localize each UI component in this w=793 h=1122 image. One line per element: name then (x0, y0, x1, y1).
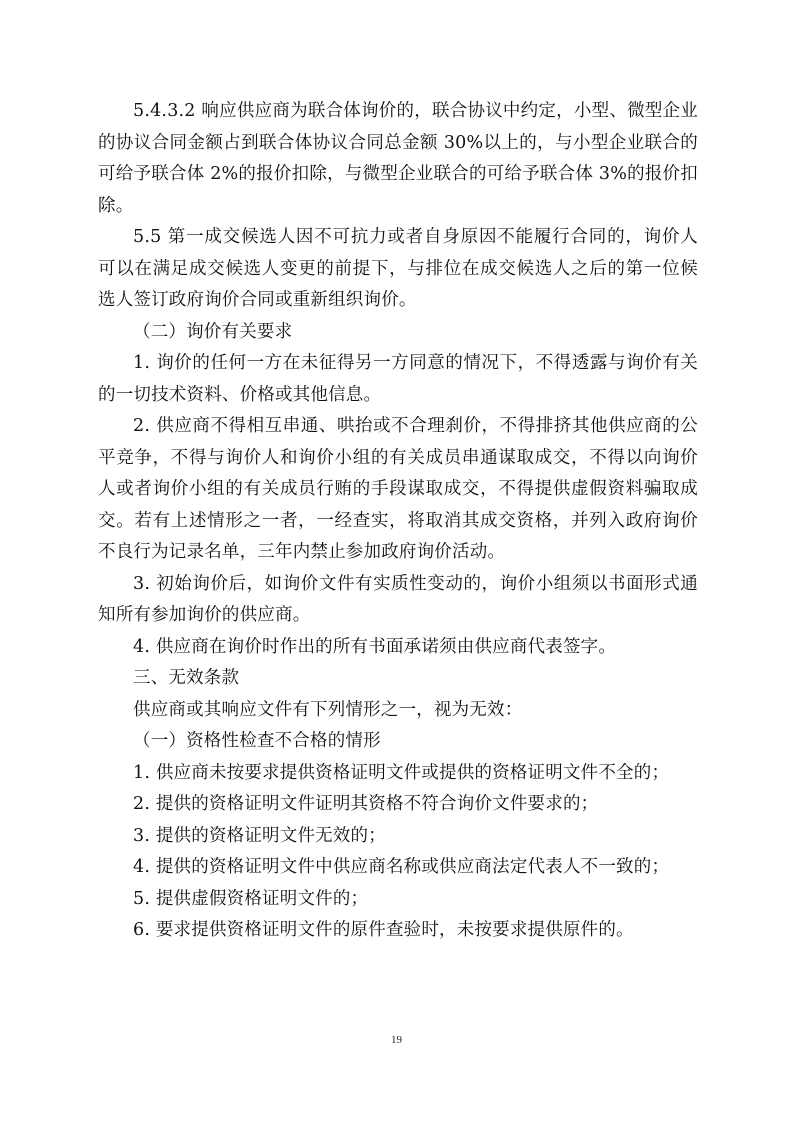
qualification-item-2: 2. 提供的资格证明文件证明其资格不符合询价文件要求的； (133, 794, 599, 814)
invalid-intro: 供应商或其响应文件有下列情形之一，视为无效： (133, 699, 523, 720)
list-item-1: 1. 询价的任何一方在未征得另一方同意的情况下，不得透露与询价有关的一切技术资料、价格或其他信息。 (98, 353, 698, 405)
page-number: 19 (391, 1034, 402, 1046)
list-item-3: 3. 初始询价后，如询价文件有实质性变动的，询价小组须以书面形式通知所有参加询价的供应商。 (98, 573, 698, 625)
subheading-qualification-check: （一）资格性检查不合格的情形 (133, 731, 381, 751)
qualification-item-3: 3. 提供的资格证明文件无效的； (133, 825, 386, 846)
qualification-item-5: 5. 提供虚假资格证明文件的； (133, 888, 369, 909)
paragraph-5-5: 5.5 第一成交候选人因不可抗力或者自身原因不能履行合同的，询价人可以在满足成交候选人变更的前提下，与排位在成交候选人之后的第一位候选人签订政府询价合同或重新组织询价。 (98, 227, 698, 310)
list-item-4: 4. 供应商在询价时作出的所有书面承诺须由供应商代表签字。 (133, 636, 617, 657)
body-text (98, 96, 698, 947)
qualification-item-4: 4. 提供的资格证明文件中供应商名称或供应商法定代表人不一致的； (133, 857, 670, 877)
section-heading-inquiry-requirements: （二）询价有关要求 (133, 321, 293, 342)
qualification-item-6: 6. 要求提供资格证明文件的原件查验时，未按要求提供原件的。 (133, 920, 634, 940)
list-item-2: 2. 供应商不得相互串通、哄抬或不合理刹价，不得排挤其他供应商的公平竞争，不得与询价人和询价小组的有关成员串通谋取成交，不得以向询价人或者询价小组的有关成员行贿的手段谋取成交，不得提供虚假资料骗取成交。若有上述情形之一者，一经查实，将取消其成交资格，并列入政府询价不良行为记录名单，三年内禁止参加政府询价活动。 (98, 416, 698, 562)
section-heading-invalid-clauses: 三、无效条款 (133, 668, 240, 688)
qualification-item-1: 1. 供应商未按要求提供资格证明文件或提供的资格证明文件不全的； (133, 762, 670, 783)
paragraph-5-4-3-2: 5.4.3.2 响应供应商为联合体询价的，联合协议中约定，小型、微型企业的协议合同金额占到联合体协议合同总金额 30%以上的，与小型企业联合的可给予联合体 2%的报价扣除，与微型企业联合的可给予联合体 3%的报价扣除。 (98, 101, 698, 216)
